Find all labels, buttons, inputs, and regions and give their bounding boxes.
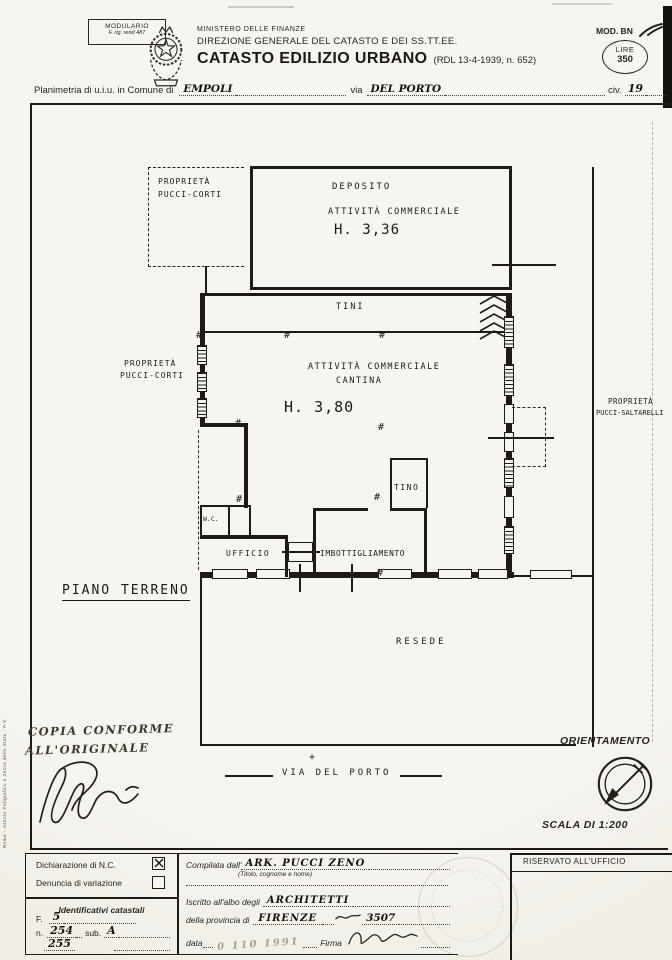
annex-dashed: [512, 407, 546, 467]
property-boundary-right: [592, 167, 594, 747]
window: [530, 570, 572, 579]
title-reference: (RDL 13-4-1939, n. 652): [433, 55, 537, 66]
column-marker-icon: #: [377, 568, 384, 579]
dichiarazione-checkbox: [152, 857, 165, 870]
copia-conforme-line1: COPIA CONFORME: [27, 721, 175, 739]
dotted-leader: [203, 936, 213, 948]
dotted-leader: [445, 83, 605, 96]
imbottigliamento-label: IMBOTTIGLIAMENTO: [320, 549, 406, 558]
riservato-left-border: [510, 853, 512, 960]
riservato-top-border: [510, 853, 672, 855]
printer-margin-note: Roma - Istituto Poligrafico e Zecca dello Stato - P.V.: [2, 718, 7, 848]
property-top-line1: PROPRIETÀ: [158, 177, 211, 186]
iscritto-value: ARCHITETTI: [263, 895, 353, 907]
cantina-activity-label: ATTIVITÀ COMMERCIALE: [308, 362, 441, 372]
title-row: [197, 50, 536, 68]
ministry-line: MINISTERO DELLE FINANZE: [197, 26, 306, 33]
lire-value: 350: [617, 54, 633, 65]
cantina-label: CANTINA: [336, 376, 383, 386]
denuncia-checkbox: [152, 876, 165, 889]
sub-label: sub.: [85, 928, 102, 938]
copia-conforme-line2: ALL'ORIGINALE: [24, 740, 150, 758]
column-marker-icon: #: [284, 330, 291, 341]
property-right-line2: PUCCI-SALTARELLI: [596, 409, 664, 417]
dotted-leader: [186, 874, 448, 886]
denuncia-label: Denuncia di variazione: [36, 878, 122, 888]
wall-connector: [205, 266, 207, 295]
floor-label: PIANO TERRENO: [62, 583, 190, 601]
orientamento-label: ORIENTAMENTO: [560, 735, 651, 747]
riservato-label: RISERVATO ALL'UFFICIO: [523, 857, 626, 866]
foglio-row: [36, 911, 136, 924]
dotted-leader: [64, 912, 136, 924]
particella-value-2: 255: [44, 937, 75, 951]
dotted-leader: [303, 936, 317, 948]
column-marker-icon: #: [379, 330, 386, 341]
scan-streak: [228, 6, 294, 8]
street-label: VIA DEL PORTO: [282, 768, 392, 778]
resede-label: RESEDE: [396, 637, 447, 647]
room-wc-annex: [230, 505, 251, 537]
compilata-hint: (Titolo, cognome e nome): [238, 871, 313, 878]
riservato-underline: [510, 871, 672, 872]
column-marker-icon: #: [374, 492, 381, 503]
iscritto-row: [186, 893, 450, 907]
modulario-line1: MODULARIO: [105, 23, 149, 30]
room-tini: [203, 293, 510, 333]
window: [197, 398, 207, 418]
modulario-line2: F. rig. rend 487: [108, 30, 146, 36]
dotted-leader: [114, 939, 170, 951]
albo-number: 3507: [362, 912, 399, 925]
scan-streak: [552, 3, 612, 5]
tini-label: TINI: [336, 302, 365, 312]
civ-value: 19: [625, 82, 646, 96]
data-label: data: [186, 938, 203, 948]
window: [197, 345, 207, 365]
cantina-height-label: H. 3,80: [284, 398, 355, 416]
via-value: DEL PORTO: [367, 83, 446, 96]
ufficio-label: UFFICIO: [226, 549, 271, 558]
deposito-label: DEPOSITO: [332, 182, 392, 192]
dichiarazione-label: Dichiarazione di N.C.: [36, 860, 116, 870]
compilata-row: [186, 856, 450, 870]
column-marker-icon: #: [378, 422, 385, 433]
pen-scribble-icon: [638, 22, 664, 38]
frame-top: [30, 103, 672, 105]
street-plus-mark: +: [309, 752, 317, 763]
window: [504, 364, 514, 396]
imbottigliamento-door-gap: [368, 507, 390, 512]
tino-top-line: [390, 458, 427, 460]
property-top-line2: PUCCI-CORTI: [158, 190, 222, 199]
foglio-value: 5: [49, 910, 65, 924]
tino-left-line: [390, 458, 392, 508]
date-stamp-faint: 0 110 1991: [216, 936, 300, 953]
compass-icon: [594, 753, 656, 815]
lire-label: LIRE: [615, 45, 635, 54]
faint-round-stamp-inner: [426, 865, 507, 946]
subject-line: [34, 80, 668, 96]
scale-label: SCALA DI 1:200: [542, 819, 628, 831]
via-label: via: [350, 85, 363, 96]
dotted-leader: [322, 913, 334, 925]
room-imbottigliamento: [313, 508, 427, 577]
civ-label: civ.: [608, 85, 622, 96]
window: [438, 569, 472, 579]
window: [212, 569, 248, 579]
property-left-line1: PROPRIETÀ: [124, 359, 177, 368]
boundary-dashed-left: [198, 430, 199, 570]
property-left-line2: PUCCI-CORTI: [120, 371, 184, 380]
wall-step-vertical: [244, 423, 248, 508]
data-firma-row: [186, 930, 450, 953]
signature-scribble: [30, 760, 150, 832]
dotted-leader: [76, 926, 82, 938]
firma-label: Firma: [320, 938, 342, 948]
direzione-line: DIREZIONE GENERALE DEL CATASTO E DEI SS.TT.EE.: [197, 36, 458, 47]
dotted-leader: [646, 83, 668, 96]
tino-right-line: [426, 458, 428, 508]
mod-label: MOD. BN: [596, 26, 633, 36]
foglio-label: F.: [36, 914, 43, 924]
window: [478, 569, 508, 579]
firma-signature-scribble: [345, 926, 421, 950]
street-line-right: [400, 775, 442, 777]
iscritto-label: Iscritto all'albo degli: [186, 897, 260, 907]
wc-label: W.C.: [203, 515, 219, 523]
window: [504, 316, 514, 348]
column-marker-icon: #: [236, 494, 243, 505]
provincia-row: [186, 910, 450, 925]
column-marker-icon: #: [235, 418, 242, 429]
faint-boundary-line: [652, 122, 653, 742]
street-line-left: [225, 775, 273, 777]
courtyard-bottom-line: [200, 744, 576, 746]
comune-value: EMPOLI: [179, 83, 236, 96]
dotted-leader: [236, 83, 346, 96]
dotted-leader: [119, 926, 170, 938]
deposito-height-label: H. 3,36: [334, 222, 401, 238]
door-tick: [299, 564, 301, 592]
identificativi-title: Identificativi catastali: [58, 905, 145, 915]
courtyard-left-line: [200, 578, 202, 745]
albo-prefix-scribble: [334, 909, 362, 923]
window: [504, 526, 514, 554]
column-marker-icon: #: [196, 330, 203, 341]
sub-value: A: [104, 924, 119, 938]
dimension-tick: [492, 264, 556, 266]
provincia-label: della provincia di: [186, 915, 250, 925]
particella-value: 254: [47, 924, 76, 938]
document-title: CATASTO EDILIZIO URBANO: [197, 50, 428, 67]
property-right-line1: PROPRIETÀ: [608, 397, 654, 406]
ufficio-top-wall: [200, 535, 288, 539]
declaration-divider: [26, 897, 177, 899]
compilata-value: ARK. PUCCI ZENO: [241, 858, 369, 870]
compilata-label: Compilata dall': [186, 860, 242, 870]
window: [504, 496, 514, 518]
frame-bottom: [30, 848, 668, 850]
subject-prefix: Planimetria di u.i.u. in Comune di: [34, 85, 174, 96]
deposito-activity-label: ATTIVITÀ COMMERCIALE: [328, 207, 461, 217]
provincia-value: FIRENZE: [253, 913, 322, 925]
lire-stamp: [602, 40, 648, 74]
particella-row-2: [44, 938, 170, 951]
particella-label: n.: [36, 928, 44, 938]
tino-label: TINO: [394, 483, 420, 492]
window: [197, 372, 207, 392]
checkmark-x-icon: [154, 858, 164, 868]
